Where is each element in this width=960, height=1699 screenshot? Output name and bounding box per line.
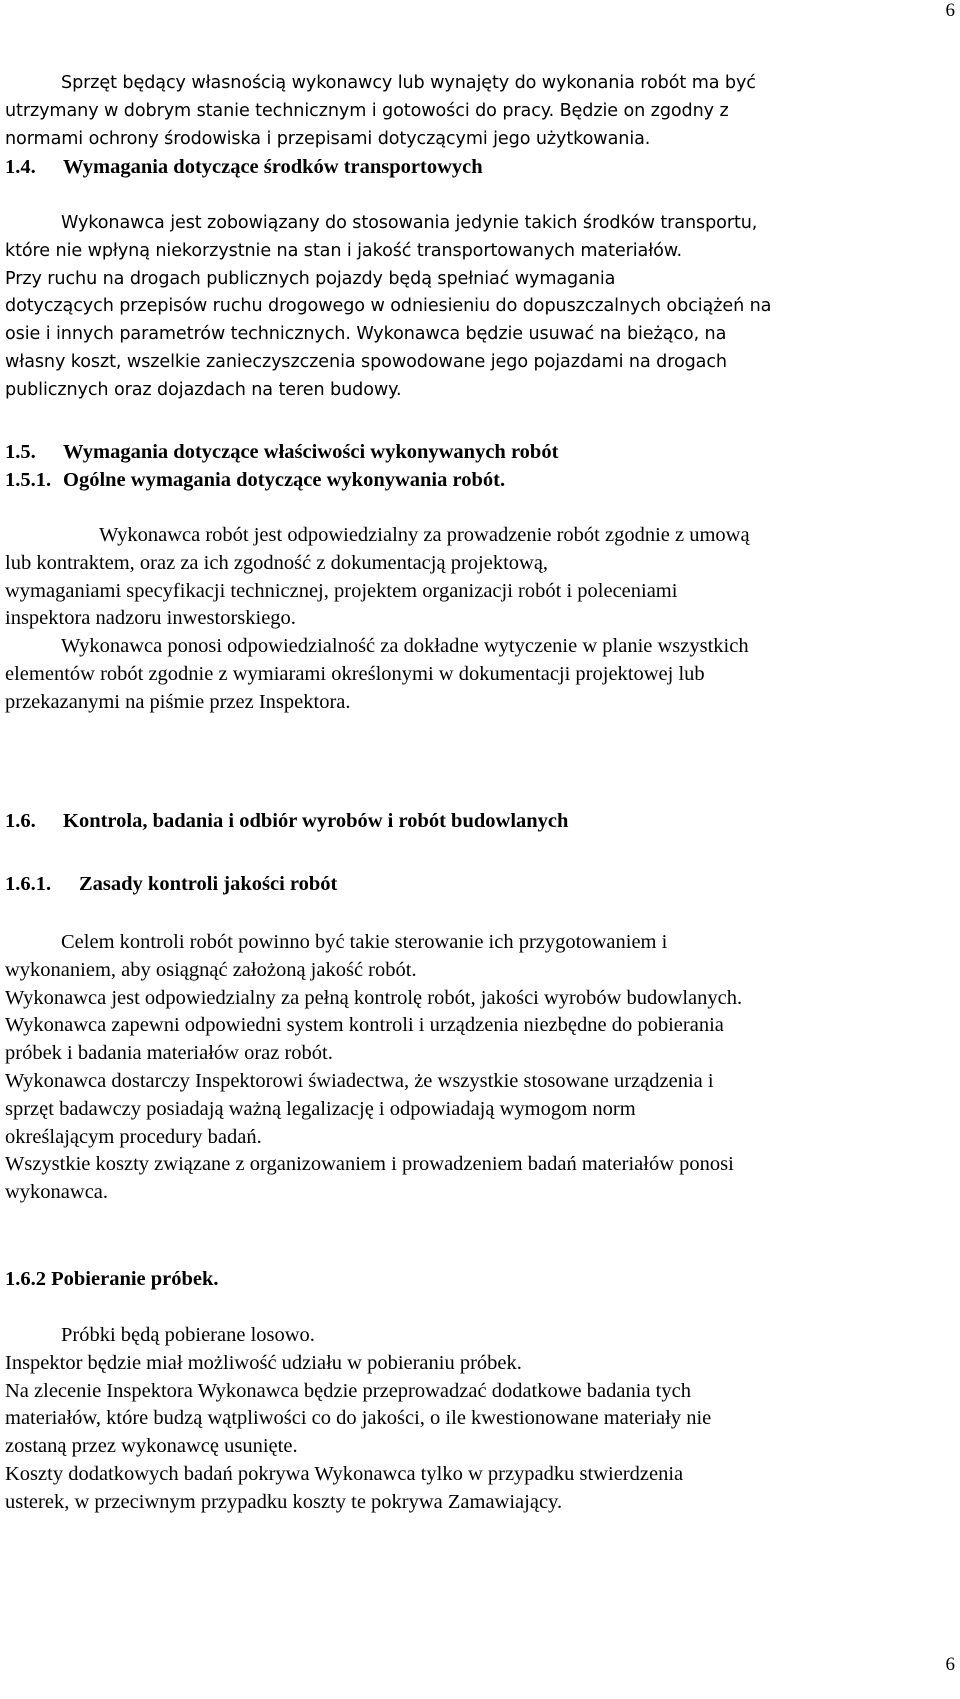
section-heading-1-4: [5, 154, 957, 182]
text-line: dotyczących przepisów ruchu drogowego w odniesieniu do dopuszczalnych obciążeń na: [5, 296, 772, 317]
page-number-bottom: 6: [945, 1654, 955, 1675]
text-line: osie i innych parametrów technicznych. Wykonawca będzie usuwać na bieżąco, na: [5, 324, 727, 345]
section-number: 1.6.: [5, 810, 36, 832]
section-1-6-2-body: [5, 1322, 957, 1517]
section-1-5-1-body: [5, 522, 957, 717]
text-line: elementów robót zgodnie z wymiarami określonymi w dokumentacji projektowej lub: [5, 662, 705, 685]
text-line: wykonaniem, aby osiągnąć założoną jakość robót.: [5, 958, 417, 981]
section-title: Ogólne wymagania dotyczące wykonywania robót.: [63, 469, 506, 491]
text-line: Przy ruchu na drogach publicznych pojazdy będą spełniać wymagania: [5, 268, 616, 289]
section-title: Wymagania dotyczące środków transportowych: [63, 156, 483, 178]
text-line: sprzęt badawczy posiadają ważną legalizację i odpowiadają wymogom norm: [5, 1097, 636, 1120]
text-line: Celem kontroli robót powinno być takie sterowanie ich przygotowaniem i: [61, 931, 668, 953]
section-heading-1-6-1: [5, 871, 957, 899]
section-number: 1.5.1.: [5, 469, 52, 491]
text-line: Wykonawca jest zobowiązany do stosowania jedynie takich środków transportu,: [61, 213, 758, 233]
section-heading-1-5-1: [5, 467, 957, 495]
text-line: wykonawca.: [5, 1181, 109, 1204]
intro-paragraph: [5, 70, 957, 153]
text-line: własny koszt, wszelkie zanieczyszczenia spowodowane jego pojazdami na drogach: [5, 351, 727, 372]
text-line: normami ochrony środowiska i przepisami dotyczącymi jego użytkowania.: [5, 128, 651, 149]
section-heading-1-6-2: 1.6.2 Pobieranie próbek.: [5, 1268, 219, 1290]
text-line: Sprzęt będący własnością wykonawcy lub wynajęty do wykonania robót ma być: [61, 73, 756, 93]
text-line: Próbki będą pobierane losowo.: [61, 1324, 315, 1346]
text-line: utrzymany w dobrym stanie technicznym i gotowości do pracy. Będzie on zgodny z: [5, 100, 729, 121]
text-line: usterek, w przeciwnym przypadku koszty te pokrywa Zamawiający.: [5, 1490, 563, 1513]
text-line: zostaną przez wykonawcę usunięte.: [5, 1435, 298, 1458]
text-line: Inspektor będzie miał możliwość udziału w pobieraniu próbek.: [5, 1351, 522, 1374]
text-line: Wykonawca robót jest odpowiedzialny za prowadzenie robót zgodnie z umową: [99, 524, 750, 546]
text-line: lub kontraktem, oraz za ich zgodność z dokumentacją projektową,: [5, 551, 549, 574]
section-number: 1.6.1.: [5, 873, 52, 895]
section-1-4-body: [5, 210, 957, 405]
section-title: Wymagania dotyczące właściwości wykonywanych robót: [63, 441, 559, 463]
text-line: Wykonawca zapewni odpowiedni system kontroli i urządzenia niezbędne do pobierania: [5, 1014, 724, 1037]
text-line: przekazanymi na piśmie przez Inspektora.: [5, 690, 351, 713]
text-line: Na zlecenie Inspektora Wykonawca będzie przeprowadzać dodatkowe badania tych: [5, 1379, 691, 1402]
text-line: publicznych oraz dojazdach na teren budowy.: [5, 379, 402, 400]
text-line: wymaganiami specyfikacji technicznej, projektem organizacji robót i poleceniami: [5, 579, 678, 602]
section-title: Zasady kontroli jakości robót: [79, 873, 338, 895]
text-line: Koszty dodatkowych badań pokrywa Wykonawca tylko w przypadku stwierdzenia: [5, 1462, 684, 1485]
section-number: 1.4.: [5, 156, 36, 178]
text-line: Wykonawca ponosi odpowiedzialność za dokładne wytyczenie w planie wszystkich: [61, 635, 749, 658]
text-line: materiałów, które budzą wątpliwości co do jakości, o ile kwestionowane materiały nie: [5, 1407, 712, 1430]
text-line: Wykonawca dostarczy Inspektorowi świadectwa, że wszystkie stosowane urządzenia i: [5, 1069, 714, 1092]
text-line: Wszystkie koszty związane z organizowaniem i prowadzeniem badań materiałów ponosi: [5, 1153, 734, 1176]
text-line: inspektora nadzoru inwestorskiego.: [5, 607, 296, 630]
section-heading-1-6: [5, 808, 957, 836]
section-1-6-1-body: [5, 929, 957, 1207]
text-line: określającym procedury badań.: [5, 1125, 262, 1148]
page-number-top: 6: [945, 0, 955, 21]
text-line: które nie wpłyną niekorzystnie na stan i jakość transportowanych materiałów.: [5, 240, 682, 261]
text-line: Wykonawca jest odpowiedzialny za pełną kontrolę robót, jakości wyrobów budowlanych.: [5, 986, 743, 1009]
section-title: Kontrola, badania i odbiór wyrobów i robót budowlanych: [63, 810, 569, 832]
text-line: próbek i badania materiałów oraz robót.: [5, 1042, 333, 1065]
section-heading-1-5: [5, 439, 957, 467]
section-number: 1.5.: [5, 441, 36, 463]
